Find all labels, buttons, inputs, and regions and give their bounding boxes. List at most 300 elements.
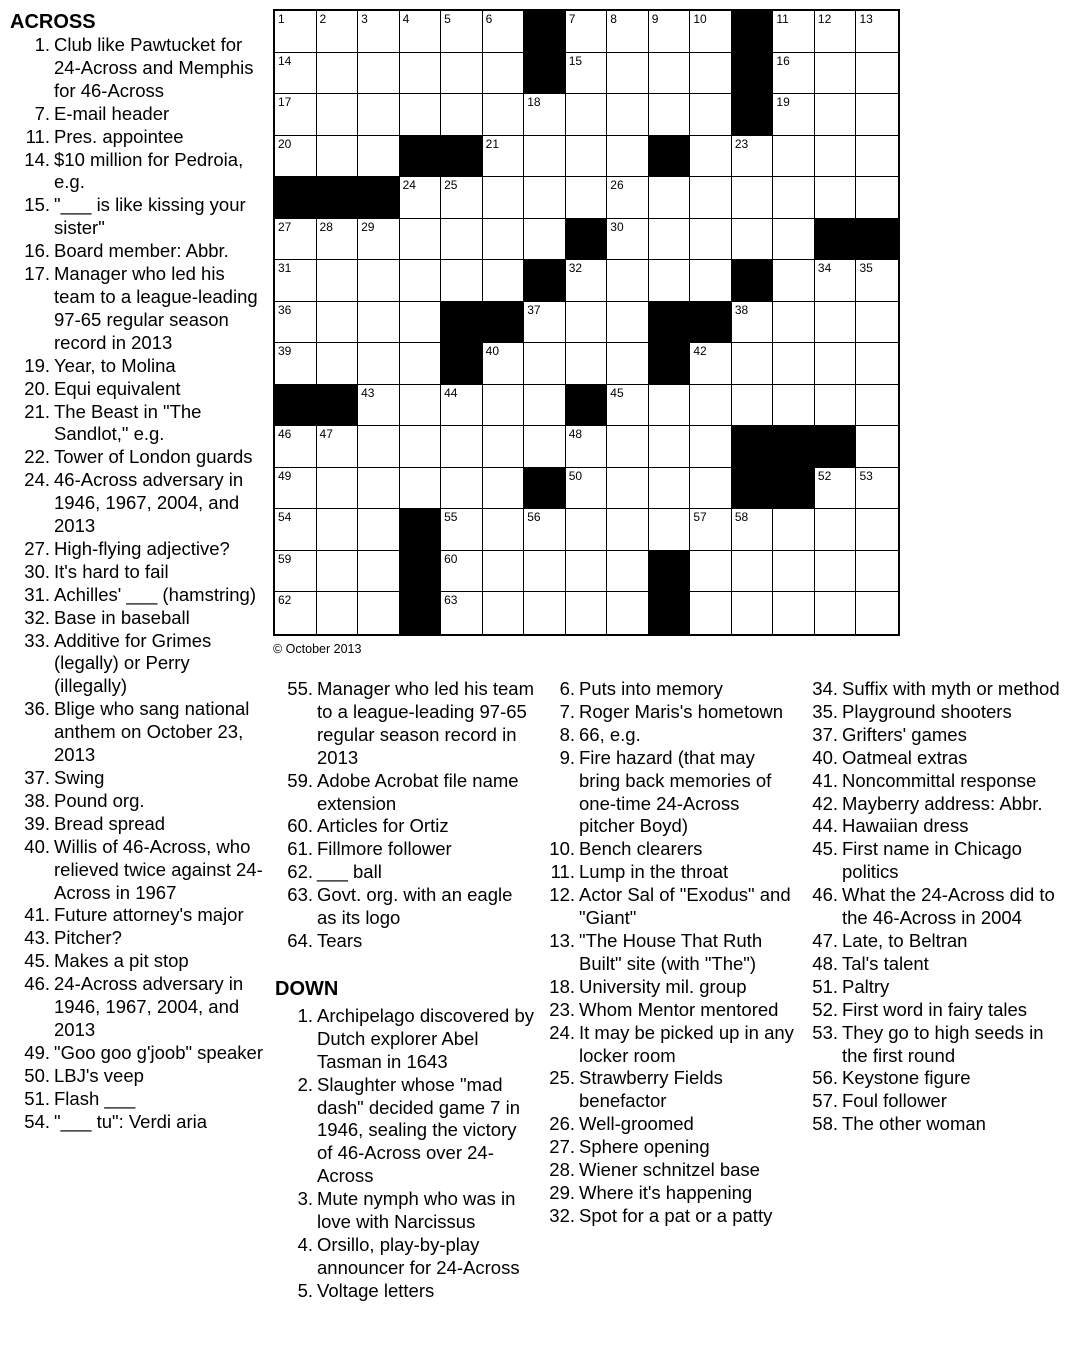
grid-cell[interactable] bbox=[815, 509, 857, 551]
grid-cell[interactable] bbox=[317, 551, 359, 593]
grid-cell[interactable] bbox=[317, 53, 359, 95]
grid-cell[interactable] bbox=[358, 94, 400, 136]
cell-number: 44 bbox=[444, 385, 458, 400]
grid-cell[interactable] bbox=[856, 11, 898, 53]
grid-cell[interactable] bbox=[690, 11, 732, 53]
grid-cell[interactable] bbox=[607, 53, 649, 95]
grid-cell[interactable] bbox=[690, 94, 732, 136]
grid-cell[interactable] bbox=[856, 592, 898, 634]
grid-cell[interactable] bbox=[483, 219, 525, 261]
clue-item bbox=[275, 1074, 537, 1189]
clue-item bbox=[10, 1065, 265, 1088]
grid-cell[interactable] bbox=[815, 385, 857, 427]
clue-item bbox=[541, 1022, 796, 1068]
grid-cell[interactable] bbox=[358, 509, 400, 551]
grid-cell[interactable] bbox=[732, 219, 774, 261]
grid-cell[interactable] bbox=[607, 592, 649, 634]
grid-cell[interactable] bbox=[690, 509, 732, 551]
clue-item bbox=[541, 1182, 796, 1205]
grid-cell[interactable] bbox=[358, 260, 400, 302]
clue-number: 37. bbox=[812, 723, 838, 745]
grid-cell[interactable] bbox=[649, 177, 691, 219]
grid-cell[interactable] bbox=[649, 53, 691, 95]
grid-cell[interactable] bbox=[773, 11, 815, 53]
grid-cell[interactable] bbox=[566, 53, 608, 95]
grid-cell[interactable] bbox=[566, 551, 608, 593]
grid-cell[interactable] bbox=[566, 509, 608, 551]
clue-number: 61. bbox=[287, 838, 313, 860]
grid-cell[interactable] bbox=[483, 592, 525, 634]
grid-cell[interactable] bbox=[690, 468, 732, 510]
grid-cell[interactable] bbox=[566, 468, 608, 510]
grid-cell[interactable] bbox=[483, 509, 525, 551]
clue-text: Fire hazard (that may bring back memories of one-time 24-Across pitcher Boyd) bbox=[579, 746, 772, 837]
grid-cell[interactable] bbox=[524, 509, 566, 551]
clue-item bbox=[541, 930, 796, 976]
grid-cell[interactable] bbox=[441, 468, 483, 510]
cell-number: 19 bbox=[776, 95, 790, 110]
clue-text: Well-groomed bbox=[579, 1113, 694, 1135]
grid-cell[interactable] bbox=[773, 136, 815, 178]
clue-number: 11. bbox=[25, 125, 50, 147]
grid-cell[interactable] bbox=[483, 260, 525, 302]
cell-number: 53 bbox=[859, 468, 873, 483]
clue-item bbox=[541, 1136, 796, 1159]
grid-cell[interactable] bbox=[690, 343, 732, 385]
grid-cell[interactable] bbox=[524, 426, 566, 468]
grid-cell[interactable] bbox=[607, 94, 649, 136]
clue-item bbox=[804, 884, 1066, 930]
grid-cell[interactable] bbox=[856, 509, 898, 551]
clue-item bbox=[10, 149, 265, 195]
grid-cell[interactable] bbox=[690, 551, 732, 593]
grid-cell[interactable] bbox=[275, 302, 317, 344]
grid-cell[interactable] bbox=[275, 426, 317, 468]
grid-cell[interactable] bbox=[441, 426, 483, 468]
grid-cell[interactable] bbox=[690, 426, 732, 468]
clue-number: 32. bbox=[549, 1204, 575, 1226]
grid-cell[interactable] bbox=[856, 260, 898, 302]
grid-cell[interactable] bbox=[773, 177, 815, 219]
black-square bbox=[690, 302, 732, 344]
black-square bbox=[441, 343, 483, 385]
cell-number: 30 bbox=[610, 219, 624, 234]
grid-cell[interactable] bbox=[524, 219, 566, 261]
grid-cell[interactable] bbox=[275, 11, 317, 53]
grid-cell[interactable] bbox=[690, 385, 732, 427]
grid-cell[interactable] bbox=[773, 53, 815, 95]
clue-text: Manager who led his team to a league-leading 97-65 regular season record in 2013 bbox=[317, 678, 534, 768]
grid-cell[interactable] bbox=[275, 468, 317, 510]
grid-cell[interactable] bbox=[358, 219, 400, 261]
grid-cell[interactable] bbox=[400, 219, 442, 261]
grid-cell[interactable] bbox=[317, 426, 359, 468]
grid-cell[interactable] bbox=[566, 343, 608, 385]
grid-cell[interactable] bbox=[649, 509, 691, 551]
cell-number: 35 bbox=[859, 261, 873, 276]
grid-cell[interactable] bbox=[441, 509, 483, 551]
black-square bbox=[400, 551, 442, 593]
grid-cell[interactable] bbox=[317, 219, 359, 261]
cell-number: 1 bbox=[278, 12, 285, 26]
grid-cell[interactable] bbox=[607, 219, 649, 261]
grid-cell[interactable] bbox=[317, 509, 359, 551]
clue-number: 45. bbox=[24, 950, 50, 972]
grid-cell[interactable] bbox=[690, 592, 732, 634]
black-square bbox=[732, 426, 774, 468]
grid-cell[interactable] bbox=[483, 343, 525, 385]
clue-number: 28. bbox=[549, 1159, 575, 1181]
grid-cell[interactable] bbox=[607, 509, 649, 551]
clue-item bbox=[10, 538, 265, 561]
grid-cell[interactable] bbox=[732, 551, 774, 593]
grid-cell[interactable] bbox=[275, 509, 317, 551]
grid-cell[interactable] bbox=[690, 136, 732, 178]
grid-cell[interactable] bbox=[358, 11, 400, 53]
grid-cell[interactable] bbox=[690, 53, 732, 95]
clue-text: Puts into memory bbox=[579, 678, 723, 699]
grid-cell[interactable] bbox=[773, 592, 815, 634]
grid-cell[interactable] bbox=[649, 260, 691, 302]
clue-number: 63. bbox=[287, 884, 313, 906]
clue-number: 31. bbox=[24, 583, 50, 605]
grid-cell[interactable] bbox=[607, 551, 649, 593]
grid-cell[interactable] bbox=[566, 177, 608, 219]
grid-cell[interactable] bbox=[773, 509, 815, 551]
grid-cell[interactable] bbox=[649, 11, 691, 53]
grid-cell[interactable] bbox=[441, 260, 483, 302]
grid-cell[interactable] bbox=[773, 219, 815, 261]
clue-number: 7. bbox=[34, 102, 50, 124]
grid-cell[interactable] bbox=[358, 302, 400, 344]
grid-cell[interactable] bbox=[441, 11, 483, 53]
clue-number: 59. bbox=[287, 769, 313, 791]
grid-cell[interactable] bbox=[856, 94, 898, 136]
clue-text: Archipelago discovered by Dutch explorer Abel Tasman in 1643 bbox=[317, 1004, 534, 1072]
grid-cell[interactable] bbox=[400, 53, 442, 95]
clue-number: 23. bbox=[549, 998, 575, 1020]
across-clues-column-continued bbox=[275, 678, 537, 1303]
grid-cell[interactable] bbox=[400, 468, 442, 510]
clue-number: 60. bbox=[287, 815, 313, 837]
grid-cell[interactable] bbox=[732, 177, 774, 219]
grid-cell[interactable] bbox=[607, 385, 649, 427]
clue-text: Manager who led his team to a league-leading 97-65 regular season record in 2013 bbox=[54, 263, 258, 353]
clue-item bbox=[804, 815, 1066, 838]
clue-number: 62. bbox=[287, 861, 313, 883]
grid-cell[interactable] bbox=[649, 94, 691, 136]
cell-number: 59 bbox=[278, 551, 292, 566]
grid-cell[interactable] bbox=[607, 468, 649, 510]
grid-cell[interactable] bbox=[317, 592, 359, 634]
clue-item bbox=[804, 747, 1066, 770]
grid-cell[interactable] bbox=[400, 385, 442, 427]
clue-item bbox=[541, 838, 796, 861]
grid-cell[interactable] bbox=[317, 302, 359, 344]
grid-cell[interactable] bbox=[732, 136, 774, 178]
cell-number: 50 bbox=[568, 468, 583, 483]
across-heading: ACROSS bbox=[10, 11, 96, 33]
grid-cell[interactable] bbox=[815, 592, 857, 634]
black-square bbox=[275, 385, 317, 427]
grid-cell[interactable] bbox=[358, 343, 400, 385]
grid-cell[interactable] bbox=[275, 94, 317, 136]
clue-text: Fillmore follower bbox=[317, 838, 452, 860]
grid-cell[interactable] bbox=[483, 468, 525, 510]
grid-cell[interactable] bbox=[275, 219, 317, 261]
grid-cell[interactable] bbox=[358, 551, 400, 593]
clue-number: 33. bbox=[24, 629, 50, 651]
clue-text: E-mail header bbox=[54, 102, 170, 124]
clue-item bbox=[541, 701, 796, 724]
clue-text: Foul follower bbox=[842, 1090, 947, 1112]
grid-cell[interactable] bbox=[649, 385, 691, 427]
grid-cell[interactable] bbox=[400, 426, 442, 468]
clue-number: 20. bbox=[24, 377, 50, 399]
cell-number: 12 bbox=[817, 12, 832, 26]
clue-number: 18. bbox=[549, 975, 575, 997]
grid-cell[interactable] bbox=[400, 177, 442, 219]
grid-cell[interactable] bbox=[607, 426, 649, 468]
grid-cell[interactable] bbox=[358, 468, 400, 510]
grid-cell[interactable] bbox=[483, 385, 525, 427]
grid-cell[interactable] bbox=[815, 343, 857, 385]
grid-cell[interactable] bbox=[358, 385, 400, 427]
clue-item bbox=[804, 1022, 1066, 1068]
clue-number: 56. bbox=[812, 1067, 838, 1089]
grid-cell[interactable] bbox=[607, 177, 649, 219]
grid-cell[interactable] bbox=[400, 343, 442, 385]
clue-text: Where it's happening bbox=[579, 1181, 753, 1203]
grid-cell[interactable] bbox=[815, 136, 857, 178]
grid-cell[interactable] bbox=[400, 11, 442, 53]
grid-cell[interactable] bbox=[690, 219, 732, 261]
grid-cell[interactable] bbox=[441, 94, 483, 136]
grid-cell[interactable] bbox=[524, 177, 566, 219]
clue-item bbox=[804, 999, 1066, 1022]
clue-number: 1. bbox=[34, 34, 50, 55]
grid-cell[interactable] bbox=[524, 136, 566, 178]
grid-cell[interactable] bbox=[856, 136, 898, 178]
grid-cell[interactable] bbox=[732, 302, 774, 344]
grid-cell[interactable] bbox=[566, 426, 608, 468]
grid-cell[interactable] bbox=[815, 260, 857, 302]
grid-cell[interactable] bbox=[815, 468, 857, 510]
cell-number: 24 bbox=[402, 178, 416, 193]
clue-text: Spot for a pat or a patty bbox=[579, 1204, 773, 1226]
grid-cell[interactable] bbox=[649, 219, 691, 261]
clue-number: 9. bbox=[559, 746, 575, 768]
grid-cell[interactable] bbox=[607, 302, 649, 344]
clue-text: Future attorney's major bbox=[54, 904, 244, 926]
grid-cell[interactable] bbox=[815, 53, 857, 95]
grid-cell[interactable] bbox=[358, 53, 400, 95]
crossword-grid bbox=[273, 9, 900, 636]
grid-cell[interactable] bbox=[441, 592, 483, 634]
grid-cell[interactable] bbox=[773, 551, 815, 593]
clue-text: Flash ___ bbox=[54, 1087, 136, 1109]
grid-cell[interactable] bbox=[400, 94, 442, 136]
grid-cell[interactable] bbox=[275, 53, 317, 95]
grid-cell[interactable] bbox=[400, 260, 442, 302]
grid-cell[interactable] bbox=[441, 385, 483, 427]
cell-number: 47 bbox=[319, 427, 333, 442]
clue-number: 47. bbox=[812, 929, 838, 951]
grid-cell[interactable] bbox=[856, 302, 898, 344]
clue-number: 19. bbox=[24, 354, 50, 376]
grid-cell[interactable] bbox=[524, 343, 566, 385]
grid-cell[interactable] bbox=[732, 509, 774, 551]
grid-cell[interactable] bbox=[483, 551, 525, 593]
grid-cell[interactable] bbox=[400, 302, 442, 344]
clue-item bbox=[10, 103, 265, 126]
grid-cell[interactable] bbox=[607, 260, 649, 302]
grid-cell[interactable] bbox=[856, 53, 898, 95]
grid-cell[interactable] bbox=[524, 302, 566, 344]
grid-cell[interactable] bbox=[524, 551, 566, 593]
cell-number: 48 bbox=[568, 427, 583, 442]
grid-cell[interactable] bbox=[690, 177, 732, 219]
grid-cell[interactable] bbox=[566, 302, 608, 344]
grid-cell[interactable] bbox=[815, 302, 857, 344]
grid-cell[interactable] bbox=[815, 11, 857, 53]
clue-item bbox=[804, 1067, 1066, 1090]
grid-cell[interactable] bbox=[773, 94, 815, 136]
grid-cell[interactable] bbox=[732, 592, 774, 634]
clue-text: Base in baseball bbox=[54, 606, 190, 628]
grid-cell[interactable] bbox=[275, 260, 317, 302]
cell-number: 16 bbox=[776, 53, 790, 68]
grid-cell[interactable] bbox=[358, 592, 400, 634]
cell-number: 7 bbox=[568, 12, 576, 26]
grid-cell[interactable] bbox=[856, 177, 898, 219]
clue-text: Suffix with myth or method bbox=[842, 678, 1060, 699]
clue-number: 48. bbox=[812, 952, 838, 974]
grid-cell[interactable] bbox=[441, 551, 483, 593]
grid-cell[interactable] bbox=[483, 426, 525, 468]
clue-item bbox=[10, 607, 265, 630]
grid-cell[interactable] bbox=[275, 136, 317, 178]
grid-cell[interactable] bbox=[483, 177, 525, 219]
clue-number: 30. bbox=[24, 560, 50, 582]
grid-cell[interactable] bbox=[275, 592, 317, 634]
clue-number: 32. bbox=[24, 606, 50, 628]
grid-cell[interactable] bbox=[773, 302, 815, 344]
grid-cell[interactable] bbox=[566, 260, 608, 302]
grid-cell[interactable] bbox=[358, 426, 400, 468]
cell-number: 54 bbox=[278, 510, 292, 525]
cell-number: 13 bbox=[859, 12, 873, 26]
clue-number: 14. bbox=[24, 148, 50, 170]
cell-number: 42 bbox=[693, 344, 707, 359]
grid-cell[interactable] bbox=[441, 177, 483, 219]
black-square bbox=[441, 302, 483, 344]
down-clues-column-continued bbox=[804, 678, 1066, 1136]
grid-cell[interactable] bbox=[483, 136, 525, 178]
grid-cell[interactable] bbox=[441, 219, 483, 261]
grid-cell[interactable] bbox=[732, 385, 774, 427]
grid-cell[interactable] bbox=[773, 385, 815, 427]
grid-cell[interactable] bbox=[566, 11, 608, 53]
clue-text: Pres. appointee bbox=[54, 125, 184, 147]
grid-cell[interactable] bbox=[358, 136, 400, 178]
black-square bbox=[649, 302, 691, 344]
clue-item bbox=[275, 1234, 537, 1280]
grid-cell[interactable] bbox=[856, 426, 898, 468]
clue-number: 43. bbox=[24, 927, 50, 949]
grid-cell[interactable] bbox=[732, 343, 774, 385]
clue-text: Board member: Abbr. bbox=[54, 240, 229, 262]
black-square bbox=[649, 551, 691, 593]
grid-cell[interactable] bbox=[317, 94, 359, 136]
grid-cell[interactable] bbox=[483, 53, 525, 95]
clue-number: 41. bbox=[812, 769, 838, 791]
clue-text: Mayberry address: Abbr. bbox=[842, 792, 1043, 814]
grid-cell[interactable] bbox=[815, 94, 857, 136]
grid-cell[interactable] bbox=[524, 94, 566, 136]
grid-cell[interactable] bbox=[607, 136, 649, 178]
clue-number: 45. bbox=[812, 838, 838, 860]
grid-cell[interactable] bbox=[317, 11, 359, 53]
cell-number: 46 bbox=[278, 427, 292, 442]
clue-item bbox=[10, 904, 265, 927]
grid-cell[interactable] bbox=[773, 343, 815, 385]
grid-cell[interactable] bbox=[566, 592, 608, 634]
grid-cell[interactable] bbox=[815, 551, 857, 593]
clue-number: 3. bbox=[297, 1188, 313, 1210]
grid-cell[interactable] bbox=[317, 260, 359, 302]
black-square bbox=[649, 343, 691, 385]
grid-cell[interactable] bbox=[649, 468, 691, 510]
grid-cell[interactable] bbox=[856, 468, 898, 510]
grid-cell[interactable] bbox=[317, 136, 359, 178]
clue-text: Oatmeal extras bbox=[842, 746, 968, 768]
grid-cell[interactable] bbox=[649, 426, 691, 468]
grid-cell[interactable] bbox=[607, 11, 649, 53]
grid-cell[interactable] bbox=[483, 11, 525, 53]
black-square bbox=[317, 177, 359, 219]
grid-cell[interactable] bbox=[317, 343, 359, 385]
clue-number: 57. bbox=[812, 1090, 838, 1112]
cell-number: 38 bbox=[734, 302, 749, 317]
grid-cell[interactable] bbox=[317, 468, 359, 510]
clue-item bbox=[10, 126, 265, 149]
grid-cell[interactable] bbox=[275, 343, 317, 385]
grid-cell[interactable] bbox=[483, 94, 525, 136]
clue-text: Paltry bbox=[842, 975, 890, 997]
grid-cell[interactable] bbox=[773, 260, 815, 302]
cell-number: 4 bbox=[402, 12, 410, 26]
grid-cell[interactable] bbox=[856, 343, 898, 385]
grid-cell[interactable] bbox=[524, 592, 566, 634]
clue-item bbox=[10, 263, 265, 355]
cell-number: 56 bbox=[527, 510, 541, 525]
grid-cell[interactable] bbox=[275, 551, 317, 593]
clue-text: Wiener schnitzel base bbox=[579, 1159, 760, 1181]
grid-cell[interactable] bbox=[566, 136, 608, 178]
grid-cell[interactable] bbox=[566, 94, 608, 136]
clue-number: 41. bbox=[24, 904, 50, 926]
grid-cell[interactable] bbox=[856, 551, 898, 593]
grid-cell[interactable] bbox=[815, 177, 857, 219]
grid-cell[interactable] bbox=[690, 260, 732, 302]
grid-cell[interactable] bbox=[524, 385, 566, 427]
grid-cell[interactable] bbox=[441, 53, 483, 95]
clue-text: The other woman bbox=[842, 1113, 986, 1135]
clue-text: Additive for Grimes (legally) or Perry (illegally) bbox=[54, 629, 212, 697]
grid-cell[interactable] bbox=[856, 385, 898, 427]
grid-cell[interactable] bbox=[607, 343, 649, 385]
